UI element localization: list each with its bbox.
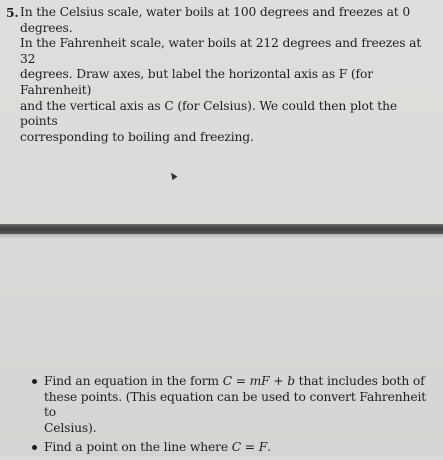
task-list [34,374,436,460]
task-item-equation [34,374,436,436]
task-math-equation: C = F [231,440,268,455]
problem-statement: In the Celsius scale, water boils at 100 degrees and freezes at 0 degrees. In the Fahrenheit scale, water boils at 212 degrees and freezes at 32 degrees. Draw axes, but label the horizontal axis as F (for Fahrenheit) and the vertical axis as C (for Celsius). We could then plot the points corresponding to boiling and freezing. [20,5,422,144]
task-text-pre: Find a point on the line where [44,440,232,455]
task-text-pre: Find an equation in the form [44,374,223,388]
task-item-point [34,440,436,456]
bullet-icon [32,379,37,384]
task-text-post: . [267,440,271,455]
task-math-equation: C = mF + b [222,374,295,388]
mouse-cursor-icon [169,171,178,180]
problem-number: 5. [6,5,19,20]
bullet-icon [32,445,37,450]
task-text-post: that includes both of these points. (This equation can be used to convert Fahrenheit to Celsius). [44,374,427,435]
page-break-divider [0,224,443,234]
problem-5 [6,5,438,145]
page-break-shadow [0,234,443,239]
